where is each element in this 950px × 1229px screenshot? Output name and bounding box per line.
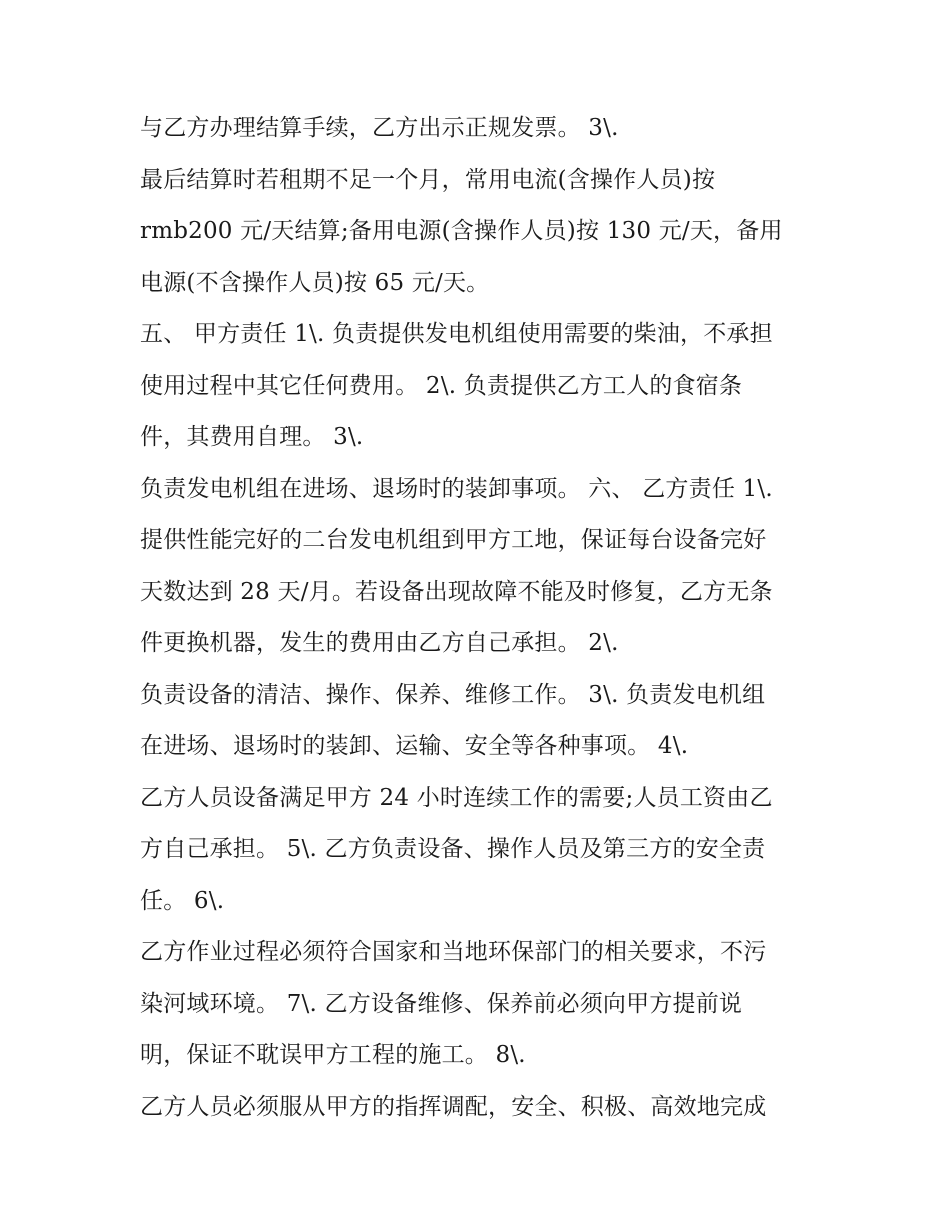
text-line: 乙方人员设备满足甲方 24 小时连续工作的需要;人员工资由乙 bbox=[140, 784, 773, 811]
text-line: 乙方作业过程必须符合国家和当地环保部门的相关要求，不污 bbox=[140, 939, 767, 965]
text-line: 五、 甲方责任 1\. 负责提供发电机组使用需要的柴油，不承担 bbox=[140, 321, 773, 347]
text-line: 负责设备的清洁、操作、保养、维修工作。 3\. 负责发电机组 bbox=[140, 681, 766, 708]
text-line: 染河域环境。 7\. 乙方设备维修、保养前必须向甲方提前说 bbox=[140, 990, 743, 1017]
text-line: 明，保证不耽误甲方工程的施工。 8\. bbox=[140, 1042, 526, 1068]
text-line: 最后结算时若租期不足一个月，常用电流(含操作人员)按 bbox=[140, 166, 716, 193]
text-line: 方自己承担。 5\. 乙方负责设备、操作人员及第三方的安全责 bbox=[140, 836, 766, 862]
contract-text-block bbox=[140, 103, 830, 1133]
text-line: 与乙方办理结算手续，乙方出示正规发票。 3\. bbox=[140, 115, 619, 141]
text-line: 天数达到 28 天/月。若设备出现故障不能及时修复，乙方无条 bbox=[140, 578, 773, 605]
text-line: 件，其费用自理。 3\. bbox=[140, 424, 364, 450]
text-line: rmb200 元/天结算;备用电源(含操作人员)按 130 元/天，备用 bbox=[140, 218, 783, 244]
text-line: 电源(不含操作人员)按 65 元/天。 bbox=[140, 269, 490, 296]
text-line: 负责发电机组在进场、退场时的装卸事项。 六、 乙方责任 1\. bbox=[140, 475, 773, 502]
text-line: 在进场、退场时的装卸、运输、安全等各种事项。 4\. bbox=[140, 733, 689, 759]
text-line: 任。 6\. bbox=[140, 887, 225, 914]
text-line: 提供性能完好的二台发电机组到甲方工地，保证每台设备完好 bbox=[140, 527, 767, 553]
text-line: 件更换机器，发生的费用由乙方自己承担。 2\. bbox=[140, 630, 619, 656]
text-line: 乙方人员必须服从甲方的指挥调配，安全、积极、高效地完成 bbox=[140, 1093, 767, 1120]
text-line: 使用过程中其它任何费用。 2\. 负责提供乙方工人的食宿条 bbox=[140, 372, 743, 399]
